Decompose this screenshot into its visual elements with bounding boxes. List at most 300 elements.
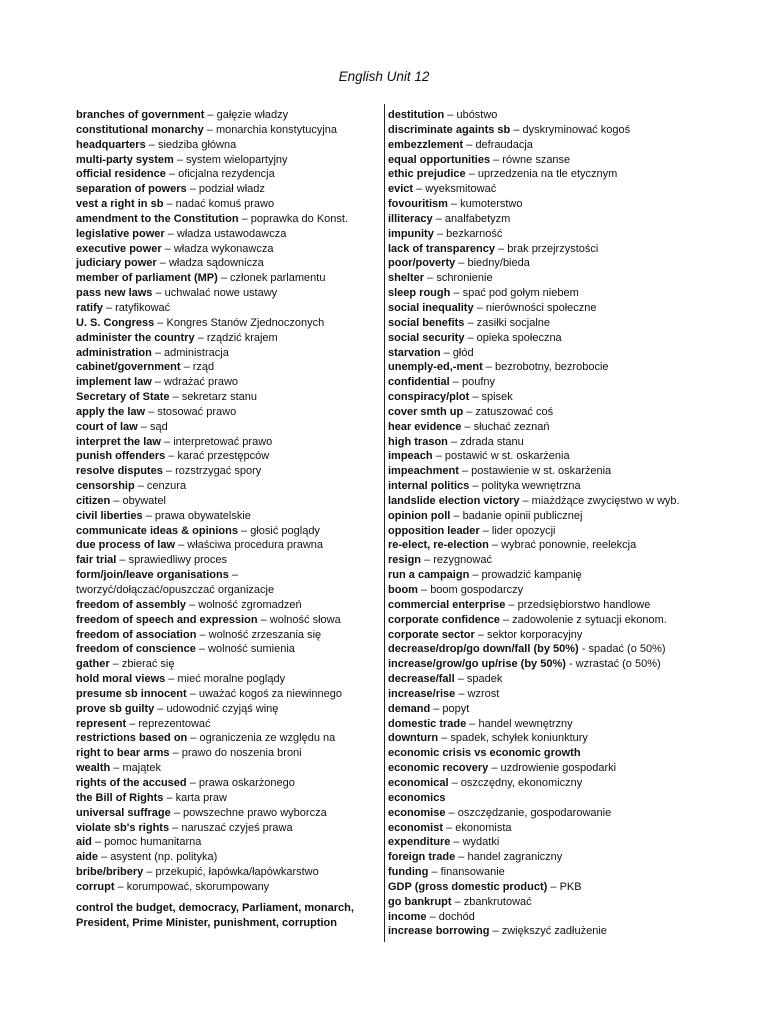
vocab-entry bbox=[76, 538, 381, 553]
vocab-entry bbox=[388, 613, 708, 628]
vocab-separator: – bbox=[187, 732, 200, 745]
vocab-translation: defraudacja bbox=[475, 138, 533, 151]
vocab-term: social benefits bbox=[388, 316, 465, 329]
vocab-entry bbox=[76, 331, 381, 346]
vocab-entry bbox=[388, 375, 708, 390]
vocab-term: re-elect, re-election bbox=[388, 539, 489, 552]
vocab-entry bbox=[76, 153, 381, 168]
vocab-separator: – bbox=[474, 628, 488, 641]
vocab-separator: – bbox=[91, 836, 105, 849]
vocab-entry bbox=[388, 642, 708, 657]
vocab-translation: sektor korporacyjny bbox=[487, 628, 583, 641]
vocab-term: increase/rise bbox=[388, 687, 456, 700]
vocab-separator: – bbox=[465, 168, 478, 181]
vocab-entry bbox=[388, 895, 708, 910]
vocab-translation: prawo do noszenia broni bbox=[181, 747, 302, 760]
vocab-entry bbox=[76, 494, 381, 509]
vocab-entry bbox=[388, 657, 708, 672]
vocab-translation: sąd bbox=[149, 420, 168, 433]
vocab-term: member of parliament (MP) bbox=[76, 272, 218, 285]
vocab-separator: – bbox=[134, 480, 147, 493]
vocab-separator: – bbox=[458, 465, 472, 478]
vocab-entry bbox=[76, 256, 381, 271]
vocab-entry bbox=[76, 286, 381, 301]
vocab-term: branches of government bbox=[76, 109, 205, 121]
vocab-term: resolve disputes bbox=[76, 465, 163, 478]
vocab-entry bbox=[76, 761, 381, 776]
vocab-term: communicate ideas & opinions bbox=[76, 524, 238, 537]
vocab-entry bbox=[388, 835, 708, 850]
vocab-separator: – bbox=[432, 212, 445, 225]
vocab-translation: administracja bbox=[164, 346, 229, 359]
vocab-translation: mieć moralne poglądy bbox=[177, 673, 286, 686]
vocab-term: headquarters bbox=[76, 138, 146, 151]
vocab-translation: boom gospodarczy bbox=[430, 584, 524, 596]
vocab-entry bbox=[388, 910, 708, 925]
vocab-entry bbox=[76, 880, 381, 895]
vocab-entry bbox=[388, 761, 708, 776]
vocab-entry bbox=[388, 524, 708, 539]
vocab-separator: – bbox=[473, 301, 486, 314]
vocab-translation: uzdrowienie gospodarki bbox=[500, 762, 617, 775]
vocab-entry bbox=[76, 316, 381, 331]
vocab-separator: – bbox=[463, 138, 476, 151]
vocab-entry bbox=[388, 197, 708, 212]
vocab-term: bribe/bribery bbox=[76, 866, 144, 879]
vocab-translation: brak przejrzystości bbox=[507, 242, 599, 255]
vocab-translation: wolność słowa bbox=[269, 613, 341, 626]
vocab-entry bbox=[388, 464, 708, 479]
vocab-separator: – bbox=[169, 747, 182, 760]
vocab-translation: sekretarz stanu bbox=[181, 391, 257, 404]
vocab-translation: ekonomista bbox=[455, 821, 512, 834]
vocab-separator: – bbox=[164, 227, 177, 240]
vocab-entry bbox=[388, 123, 708, 138]
vocab-separator: – bbox=[237, 524, 251, 537]
vocab-entry bbox=[388, 212, 708, 227]
vocab-term: social inequality bbox=[388, 301, 474, 314]
vocab-term: judiciary power bbox=[76, 257, 157, 270]
vocab-term: separation of powers bbox=[76, 183, 187, 196]
vocab-translation: bezrobotny, bezrobocie bbox=[494, 361, 609, 374]
vocab-translation: system wielopartyjny bbox=[186, 153, 288, 166]
vocab-separator: – bbox=[450, 509, 463, 522]
left-column bbox=[76, 108, 381, 930]
vocab-translation: oficjalna rezydencja bbox=[178, 168, 275, 181]
vocab-separator: – bbox=[98, 851, 111, 864]
vocab-term: freedom of conscience bbox=[76, 643, 196, 656]
vocab-separator: – bbox=[451, 895, 464, 908]
vocab-term: impeach bbox=[388, 450, 433, 463]
vocab-separator: – bbox=[461, 420, 474, 433]
vocab-term: high trason bbox=[388, 435, 448, 448]
vocab-separator: – bbox=[186, 776, 199, 789]
vocab-translation: uchwalać nowe ustawy bbox=[164, 287, 278, 300]
vocab-separator: – bbox=[204, 109, 217, 121]
vocab-term: opposition leader bbox=[388, 524, 480, 537]
vocab-entry bbox=[388, 420, 708, 435]
vocab-translation: nadać komuś prawo bbox=[175, 198, 275, 211]
vocab-entry bbox=[388, 538, 708, 553]
vocab-separator: – bbox=[450, 836, 463, 849]
vocab-entry bbox=[388, 598, 708, 613]
vocab-separator: – bbox=[463, 405, 476, 418]
vocab-term: presume sb innocent bbox=[76, 687, 187, 700]
vocab-term: landslide election victory bbox=[388, 494, 520, 507]
vocab-entry bbox=[388, 331, 708, 346]
vocab-entry bbox=[76, 821, 381, 836]
vocab-term: ratify bbox=[76, 301, 103, 314]
vocab-entry bbox=[76, 167, 381, 182]
vocab-translation: PKB bbox=[559, 880, 582, 893]
vocab-term: right to bear arms bbox=[76, 747, 170, 760]
vocab-entry bbox=[388, 405, 708, 420]
vocab-term: represent bbox=[76, 717, 127, 730]
vocab-separator: – bbox=[151, 376, 165, 389]
vocab-separator: – bbox=[519, 494, 532, 507]
vocab-entry bbox=[76, 405, 381, 420]
vocab-term: evict bbox=[388, 183, 414, 196]
vocab-term: lack of transparency bbox=[388, 242, 495, 255]
vocab-separator: – bbox=[445, 806, 458, 819]
vocab-entry bbox=[76, 360, 381, 375]
vocab-term: pass new laws bbox=[76, 287, 153, 300]
vocab-term: punish offenders bbox=[76, 450, 166, 463]
vocab-translation: wzrastać (o 50%) bbox=[575, 658, 661, 671]
vocab-term: freedom of association bbox=[76, 628, 197, 641]
vocab-term: constitutional monarchy bbox=[76, 123, 204, 136]
vocab-separator: – bbox=[163, 198, 176, 211]
vocab-term: economise bbox=[388, 806, 446, 819]
vocab-term: economical bbox=[388, 776, 449, 789]
vocab-entry bbox=[388, 583, 708, 598]
vocab-term: opinion poll bbox=[388, 509, 451, 522]
vocab-entry bbox=[388, 227, 708, 242]
vocab-translation: rozstrzygać spory bbox=[175, 465, 262, 478]
vocab-entry bbox=[388, 494, 708, 509]
vocab-translation: głód bbox=[452, 346, 474, 359]
vocab-translation: spać pod gołym niebem bbox=[462, 287, 579, 300]
vocab-translation: biedny/bieda bbox=[467, 257, 530, 270]
vocab-translation: asystent (np. polityka) bbox=[110, 851, 218, 864]
vocab-translation: handel zagraniczny bbox=[467, 851, 563, 864]
vocab-translation: wolność sumienia bbox=[208, 643, 295, 656]
vocab-separator: – bbox=[490, 153, 503, 166]
vocab-term: funding bbox=[388, 866, 429, 879]
vocab-entry bbox=[388, 687, 708, 702]
vocab-translation: reprezentować bbox=[138, 717, 211, 730]
vocab-separator: – bbox=[489, 925, 502, 938]
vocab-separator: – bbox=[165, 168, 179, 181]
vocab-translation: gałęzie władzy bbox=[216, 109, 289, 121]
vocab-term: ethic prejudice bbox=[388, 168, 466, 181]
vocab-separator: – bbox=[449, 376, 462, 389]
vocab-entry bbox=[388, 301, 708, 316]
vocab-translation: powszechne prawo wyborcza bbox=[183, 806, 327, 819]
vocab-entry bbox=[76, 375, 381, 390]
vocab-term: run a campaign bbox=[388, 569, 470, 582]
vocab-translation: rząd bbox=[192, 361, 215, 374]
vocab-separator: – bbox=[499, 613, 513, 626]
vocab-term: executive power bbox=[76, 242, 162, 255]
vocab-term: amendment to the Constitution bbox=[76, 212, 239, 225]
vocab-translation: zadowolenie z sytuacji ekonom. bbox=[512, 613, 667, 626]
vocab-term: Secretary of State bbox=[76, 391, 170, 404]
vocab-separator: – bbox=[142, 509, 155, 522]
vocab-term: freedom of assembly bbox=[76, 598, 187, 611]
vocab-separator: – bbox=[447, 435, 461, 448]
vocab-term: aid bbox=[76, 836, 92, 849]
vocab-term: implement law bbox=[76, 376, 152, 389]
vocab-term: form/join/leave organisations bbox=[76, 569, 229, 582]
vocab-translation: polityka wewnętrzna bbox=[481, 480, 581, 493]
vocab-term: go bankrupt bbox=[388, 895, 452, 908]
vocab-separator: – bbox=[432, 450, 445, 463]
vocab-entry bbox=[76, 509, 381, 524]
vocab-entry bbox=[388, 346, 708, 361]
vocab-entry bbox=[388, 880, 708, 895]
vocab-term: rights of the accused bbox=[76, 776, 187, 789]
vocab-term: economic recovery bbox=[388, 762, 489, 775]
vocab-separator: – bbox=[162, 465, 176, 478]
vocab-translation: spisek bbox=[481, 391, 513, 404]
vocab-separator: – bbox=[469, 569, 482, 582]
vocab-separator: – bbox=[413, 183, 426, 196]
vocab-separator: – bbox=[464, 316, 477, 329]
vocab-separator: – bbox=[116, 554, 129, 567]
vocab-separator: – bbox=[145, 138, 158, 151]
vocab-term: decrease/drop/go down/fall (by 50%) bbox=[388, 643, 579, 656]
vocab-entry bbox=[76, 642, 381, 657]
vocab-term: civil liberties bbox=[76, 509, 143, 522]
vocab-entry bbox=[76, 702, 381, 717]
vocab-translation: zdrada stanu bbox=[460, 435, 524, 448]
vocab-term: discriminate againts sb bbox=[388, 123, 511, 136]
vocab-separator: – bbox=[438, 732, 451, 745]
vocab-translation: wolność zrzeszania się bbox=[208, 628, 322, 641]
vocab-separator: – bbox=[175, 539, 188, 552]
vocab-translation: zatuszować coś bbox=[475, 405, 554, 418]
vocab-term: apply the law bbox=[76, 405, 146, 418]
vocab-separator: – bbox=[433, 227, 447, 240]
vocab-separator: - bbox=[565, 658, 576, 671]
vocab-separator: – bbox=[160, 435, 174, 448]
vocab-term: economics bbox=[388, 791, 446, 804]
vocab-separator: – bbox=[126, 717, 139, 730]
vocab-entry bbox=[388, 806, 708, 821]
vocab-term: vest a right in sb bbox=[76, 198, 164, 211]
vocab-entry bbox=[388, 850, 708, 865]
vocab-translation: prawa obywatelskie bbox=[154, 509, 251, 522]
vocab-entry bbox=[388, 271, 708, 286]
vocab-translation: naruszać czyjeś prawa bbox=[181, 821, 293, 834]
vocab-translation: rządzić krajem bbox=[206, 331, 278, 344]
vocab-term: freedom of speech and expression bbox=[76, 613, 258, 626]
vocab-term: GDP (gross domestic product) bbox=[388, 880, 548, 893]
vocab-term: sleep rough bbox=[388, 287, 451, 300]
vocab-term: aide bbox=[76, 851, 99, 864]
vocab-entry bbox=[388, 153, 708, 168]
vocab-entry bbox=[76, 598, 381, 613]
vocab-translation: monarchia konstytucyjna bbox=[215, 123, 338, 136]
vocab-term: equal opportunities bbox=[388, 153, 491, 166]
vocab-separator: – bbox=[505, 598, 518, 611]
vocab-entry bbox=[388, 821, 708, 836]
vocab-translation: popyt bbox=[442, 702, 470, 715]
vocab-translation: karta praw bbox=[175, 791, 227, 804]
vocab-separator: – bbox=[469, 391, 482, 404]
vocab-separator: – bbox=[447, 198, 461, 211]
vocab-separator: – bbox=[145, 405, 158, 418]
vocab-translation: bezkarność bbox=[446, 227, 503, 240]
vocab-term: censorship bbox=[76, 480, 135, 493]
vocab-entry bbox=[76, 479, 381, 494]
vocab-entry bbox=[76, 138, 381, 153]
vocab-term: increase/grow/go up/rise (by 50%) bbox=[388, 658, 566, 671]
vocab-entry bbox=[76, 553, 381, 568]
vocab-term: interpret the law bbox=[76, 435, 161, 448]
vocab-term: downturn bbox=[388, 732, 439, 745]
vocab-term: impunity bbox=[388, 227, 434, 240]
vocab-separator: – bbox=[110, 762, 123, 775]
vocab-entry bbox=[76, 197, 381, 212]
vocab-separator: – bbox=[228, 569, 239, 582]
vocab-separator: – bbox=[466, 717, 479, 730]
vocab-entry bbox=[388, 924, 708, 939]
vocab-translation: opieka społeczna bbox=[476, 331, 562, 344]
vocab-term: illiteracy bbox=[388, 212, 433, 225]
vocab-term: domestic trade bbox=[388, 717, 467, 730]
vocab-term: cabinet/government bbox=[76, 361, 181, 374]
vocab-translation: postawienie w st. oskarżenia bbox=[471, 465, 612, 478]
vocab-separator: – bbox=[488, 762, 501, 775]
vocab-term: decrease/fall bbox=[388, 673, 455, 686]
vocab-translation: nierówności społeczne bbox=[485, 301, 597, 314]
vocab-term: corporate sector bbox=[388, 628, 475, 641]
vocab-translation: analfabetyzm bbox=[444, 212, 511, 225]
vocab-term: destitution bbox=[388, 109, 445, 121]
vocab-translation: udowodnić czyjąś winę bbox=[166, 702, 279, 715]
vocab-entry bbox=[76, 182, 381, 197]
vocab-separator: – bbox=[102, 301, 116, 314]
vocab-entry bbox=[76, 449, 381, 464]
vocab-translation: spadek bbox=[466, 673, 503, 686]
vocab-term: hold moral views bbox=[76, 673, 166, 686]
vocab-separator: – bbox=[417, 584, 431, 596]
vocab-term: impeachment bbox=[388, 465, 459, 478]
vocab-separator: – bbox=[143, 866, 156, 879]
vocab-translation: członek parlamentu bbox=[230, 272, 326, 285]
vocab-translation: poprawka do Konst. bbox=[250, 212, 349, 225]
vocab-term: administration bbox=[76, 346, 152, 359]
vocab-term: restrictions based on bbox=[76, 732, 188, 745]
vocab-translation: słuchać zeznań bbox=[473, 420, 550, 433]
vocab-entry bbox=[388, 316, 708, 331]
vocab-entry bbox=[388, 702, 708, 717]
vocab-separator: – bbox=[169, 821, 182, 834]
vocab-separator: – bbox=[424, 272, 437, 285]
vocab-entry bbox=[388, 746, 708, 761]
vocab-entry bbox=[388, 390, 708, 405]
vocab-separator: – bbox=[186, 183, 199, 196]
vocab-entry bbox=[76, 464, 381, 479]
vocab-entry bbox=[76, 524, 381, 539]
vocab-term: expenditure bbox=[388, 836, 451, 849]
vocab-entry bbox=[76, 835, 381, 850]
vocab-translation: korumpować, skorumpowany bbox=[126, 880, 270, 893]
vocab-entry bbox=[76, 212, 381, 227]
vocab-entry bbox=[388, 138, 708, 153]
vocab-translation: władza ustawodawcza bbox=[176, 227, 287, 240]
vocab-entry bbox=[388, 717, 708, 732]
vocab-entry bbox=[388, 479, 708, 494]
vocab-term: citizen bbox=[76, 494, 111, 507]
vocab-term: starvation bbox=[388, 346, 441, 359]
vocab-separator: – bbox=[165, 450, 178, 463]
vocab-term: commercial enterprise bbox=[388, 598, 506, 611]
vocab-separator: – bbox=[469, 480, 482, 493]
vocab-entry bbox=[388, 553, 708, 568]
vocab-separator: – bbox=[156, 257, 169, 270]
vocab-term: boom bbox=[388, 584, 418, 596]
vocab-separator: – bbox=[454, 673, 467, 686]
vocab-translation: stosować prawo bbox=[157, 405, 237, 418]
vocab-entry bbox=[76, 301, 381, 316]
vocab-term: economist bbox=[388, 821, 444, 834]
vocab-separator: – bbox=[257, 613, 270, 626]
vocab-translation: władza sądownicza bbox=[168, 257, 264, 270]
vocab-term: due process of law bbox=[76, 539, 176, 552]
vocab-separator: – bbox=[173, 153, 187, 166]
vocab-term: cover smth up bbox=[388, 405, 464, 418]
vocab-separator: – bbox=[479, 524, 492, 537]
vocab-separator: – bbox=[170, 806, 183, 819]
vocab-term: economic crisis vs economic growth bbox=[388, 747, 581, 760]
vocab-term: official residence bbox=[76, 168, 166, 181]
vocab-entry bbox=[388, 449, 708, 464]
vocab-translation: uważać kogoś za niewinnego bbox=[198, 687, 342, 700]
vocab-translation: cenzura bbox=[146, 480, 187, 493]
vocab-term: the Bill of Rights bbox=[76, 791, 164, 804]
vocab-separator: – bbox=[109, 658, 122, 671]
vocab-separator: – bbox=[165, 673, 178, 686]
vocab-translation: dyskryminować kogoś bbox=[522, 123, 631, 136]
vocab-translation: spadać (o 50%) bbox=[588, 643, 666, 656]
vocab-translation: wolność zgromadzeń bbox=[198, 598, 302, 611]
vocab-term: shelter bbox=[388, 272, 425, 285]
vocab-translation: podział władz bbox=[198, 183, 265, 196]
vocab-term: increase borrowing bbox=[388, 925, 490, 938]
vocab-separator: – bbox=[421, 554, 434, 567]
vocab-entry bbox=[76, 791, 381, 806]
vocab-translation: wzrost bbox=[467, 687, 500, 700]
vocab-term: poor/poverty bbox=[388, 257, 456, 270]
vocab-translation: pomoc humanitarna bbox=[104, 836, 202, 849]
vocab-entry bbox=[388, 435, 708, 450]
vocab-term: fair trial bbox=[76, 554, 117, 567]
vocab-entry bbox=[388, 167, 708, 182]
vocab-entry bbox=[76, 687, 381, 702]
vocab-entry bbox=[388, 791, 708, 806]
vocab-entry bbox=[388, 731, 708, 746]
vocab-term: foreign trade bbox=[388, 851, 456, 864]
vocab-separator: – bbox=[154, 316, 167, 329]
vocab-entry bbox=[388, 776, 708, 791]
vocab-separator: – bbox=[203, 123, 216, 136]
vocab-entry bbox=[76, 346, 381, 361]
vocab-term: embezzlement bbox=[388, 138, 464, 151]
vocab-term: violate sb's rights bbox=[76, 821, 170, 834]
